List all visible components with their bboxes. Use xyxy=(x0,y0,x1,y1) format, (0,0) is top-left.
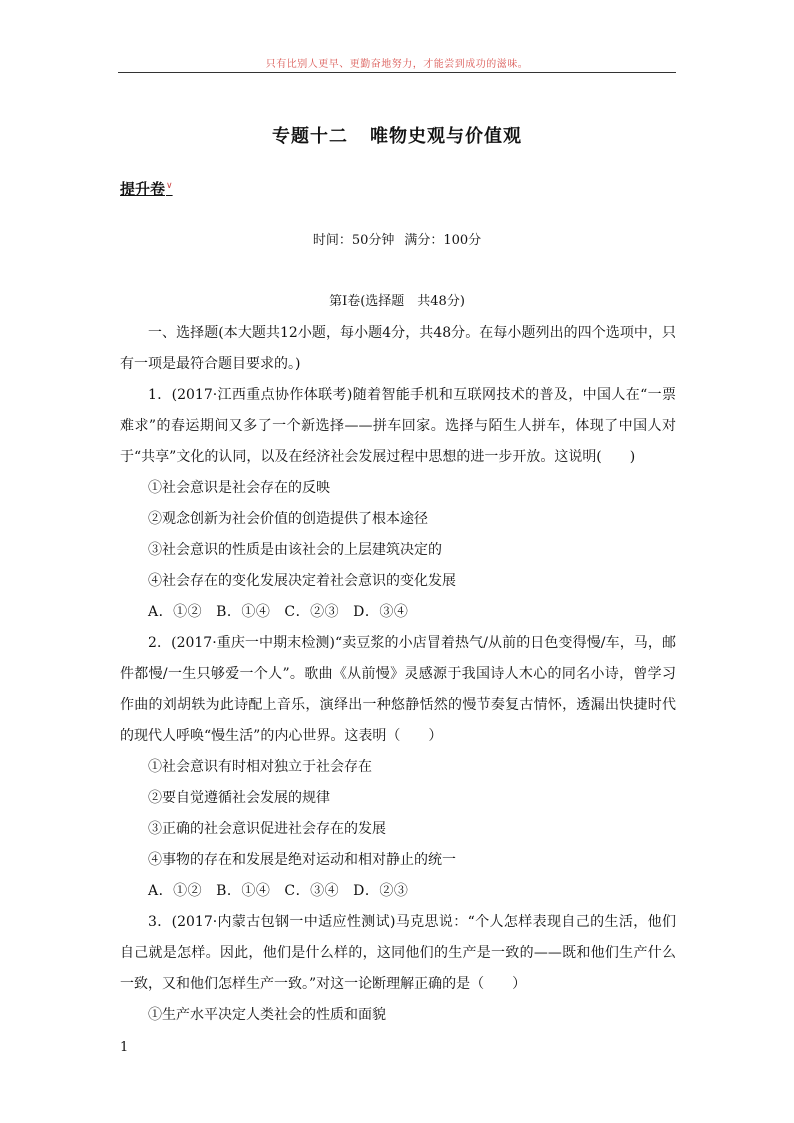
choice-c: C．③④ xyxy=(284,883,340,899)
exam-score: 满分：100分 xyxy=(404,233,482,248)
question-2-option: ④事物的存在和发展是绝对运动和相对静止的统一 xyxy=(148,852,456,868)
question-2-choices xyxy=(120,876,676,907)
choice-a: A．①② xyxy=(148,604,203,620)
question-1-option: ④社会存在的变化发展决定着社会意识的变化发展 xyxy=(148,573,456,589)
instructions: 一、选择题(本大题共12小题，每小题4分，共48分。在每小题列出的四个选项中，只有一项是最符合题目要求的。) xyxy=(120,325,676,372)
question-content xyxy=(120,318,676,1031)
question-1-option: ①社会意识是社会存在的反映 xyxy=(148,480,330,496)
question-1-choices xyxy=(120,597,676,628)
question-1-option: ③社会意识的性质是由该社会的上层建筑决定的 xyxy=(148,542,442,558)
question-3-option: ①生产水平决定人类社会的性质和面貌 xyxy=(148,1007,386,1023)
edit-mark-icon: ∨ xyxy=(166,181,173,191)
section-label xyxy=(120,178,173,199)
exam-time: 时间：50分钟 xyxy=(312,233,395,248)
title-topic-name: 唯物史观与价值观 xyxy=(370,126,522,147)
question-2-option: ③正确的社会意识促进社会存在的发展 xyxy=(148,821,386,837)
question-2-stem: 2．(2017·重庆一中期末检测)“卖豆浆的小店冒着热气/从前的日色变得慢/车，马，邮件都慢/一生只够爱一个人”。歌曲《从前慢》灵感源于我国诗人木心的同名小诗，曾学习作曲的刘胡轶为此诗配上音乐，演绎出一种悠静恬然的慢节奏复古情怀，透漏出快捷时代的现代人呼唤“慢生活”的内心世界。这表明（ ） xyxy=(120,635,676,744)
section-label-text: 提升卷 xyxy=(120,180,166,198)
title-topic-number: 专题十二 xyxy=(272,126,348,147)
exam-meta xyxy=(0,229,794,248)
choice-d: D．③④ xyxy=(353,604,409,620)
choice-c: C．②③ xyxy=(284,604,340,620)
choice-b: B．①④ xyxy=(216,604,271,620)
choice-b: B．①④ xyxy=(216,883,271,899)
page-title xyxy=(0,122,794,148)
question-2-option: ①社会意识有时相对独立于社会存在 xyxy=(148,759,372,775)
choice-d: D．②③ xyxy=(353,883,409,899)
question-1-option: ②观念创新为社会价值的创造提供了根本途径 xyxy=(148,511,428,527)
part-title: 第Ⅰ卷(选择题 共48分) xyxy=(329,294,465,309)
header-divider xyxy=(118,72,676,73)
choice-a: A．①② xyxy=(148,883,203,899)
question-2-option: ②要自觉遵循社会发展的规律 xyxy=(148,790,330,806)
question-1-stem: 1．(2017·江西重点协作体联考)随着智能手机和互联网技术的普及，中国人在“一票难求”的春运期间又多了一个新选择——拼车回家。选择与陌生人拼车，体现了中国人对于“共享”文化的认同，以及在经济社会发展过程中思想的进一步开放。这说明( ) xyxy=(120,387,676,465)
question-3-stem: 3．(2017·内蒙古包钢一中适应性测试)马克思说：“个人怎样表现自己的生活，他们自己就是怎样。因此，他们是什么样的，这同他们的生产是一致的——既和他们生产什么一致，又和他们怎样生产一致。”对这一论断理解正确的是（ ） xyxy=(120,914,676,992)
page-number: 1 xyxy=(120,1040,129,1055)
header-motto: 只有比别人更早、更勤奋地努力，才能尝到成功的滋味。 xyxy=(265,59,529,70)
